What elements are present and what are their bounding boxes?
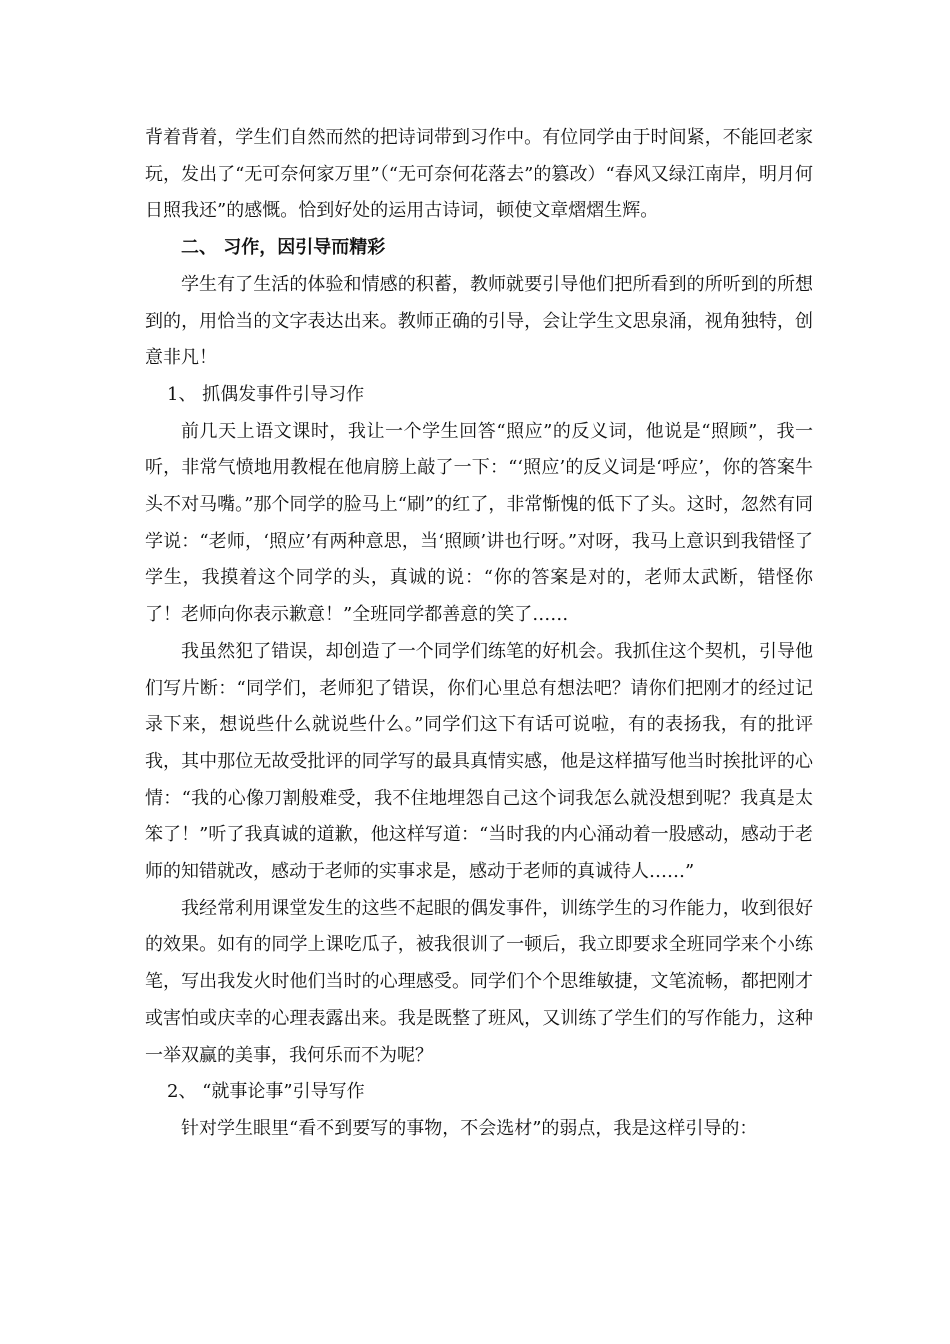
paragraph-5: 我经常利用课堂发生的这些不起眼的偶发事件，训练学生的习作能力，收到很好的效果。如有的同学上课吃瓜子，被我很训了一顿后，我立即要求全班同学来个小练笔，写出我发火时他们当时的心理感受。同学们个个思维敏捷，文笔流畅，都把刚才或害怕或庆幸的心理表露出来。我是既整了班风，又训练了学生们的写作能力，这种一举双赢的美事，我何乐而不为呢？ (145, 897, 813, 1066)
document-page (145, 120, 813, 1148)
paragraph-2: 学生有了生活的体验和情感的积蓄，教师就要引导他们把所看到的所听到的所想到的，用恰当的文字表达出来。教师正确的引导，会让学生文思泉涌，视角独特，创意非凡！ (145, 273, 813, 369)
paragraph-4: 我虽然犯了错误，却创造了一个同学们练笔的好机会。我抓住这个契机，引导他们写片断：“同学们，老师犯了错误，你们心里总有想法吧？请你们把刚才的经过记录下来，想说些什么就说些什么。”同学们这下有话可说啦，有的表扬我，有的批评我，其中那位无故受批评的同学写的最具真情实感，他是这样描写他当时挨批评的心情：“我的心像刀割般难受，我不住地埋怨自己这个词我怎么就没想到呢？我真是太笨了！”听了我真诚的道歉，他这样写道：“当时我的内心涌动着一股感动，感动于老师的知错就改，感动于老师的实事求是，感动于老师的真诚待人……” (145, 640, 813, 883)
section-heading-2: 二、 习作，因引导而精彩 (181, 237, 386, 259)
subheading-1: 1、 抓偶发事件引导习作 (167, 383, 365, 405)
paragraph-1: 背着背着，学生们自然而然的把诗词带到习作中。有位同学由于时间紧，不能回老家玩，发出了“无可奈何家万里”（“无可奈何花落去”的篡改）“春风又绿江南岸，明月何日照我还”的感慨。恰到好处的运用古诗词，顿使文章熠熠生辉。 (145, 127, 813, 222)
paragraph-3: 前几天上语文课时，我让一个学生回答“照应”的反义词，他说是“照顾”，我一听，非常气愤地用教棍在他肩膀上敲了一下：“‘照应’的反义词是‘呼应’，你的答案牛头不对马嘴。”那个同学的脸马上“刷”的红了，非常惭愧的低下了头。这时，忽然有同学说：“老师，‘照应’有两种意思，当‘照顾’讲也行呀。”对呀，我马上意识到我错怪了学生，我摸着这个同学的头，真诚的说：“你的答案是对的，老师太武断，错怪你了！老师向你表示歉意！”全班同学都善意的笑了…… (145, 420, 813, 626)
subheading-2: 2、 “就事论事”引导写作 (167, 1081, 365, 1103)
paragraph-6: 针对学生眼里“看不到要写的事物，不会选材”的弱点，我是这样引导的： (181, 1117, 758, 1139)
